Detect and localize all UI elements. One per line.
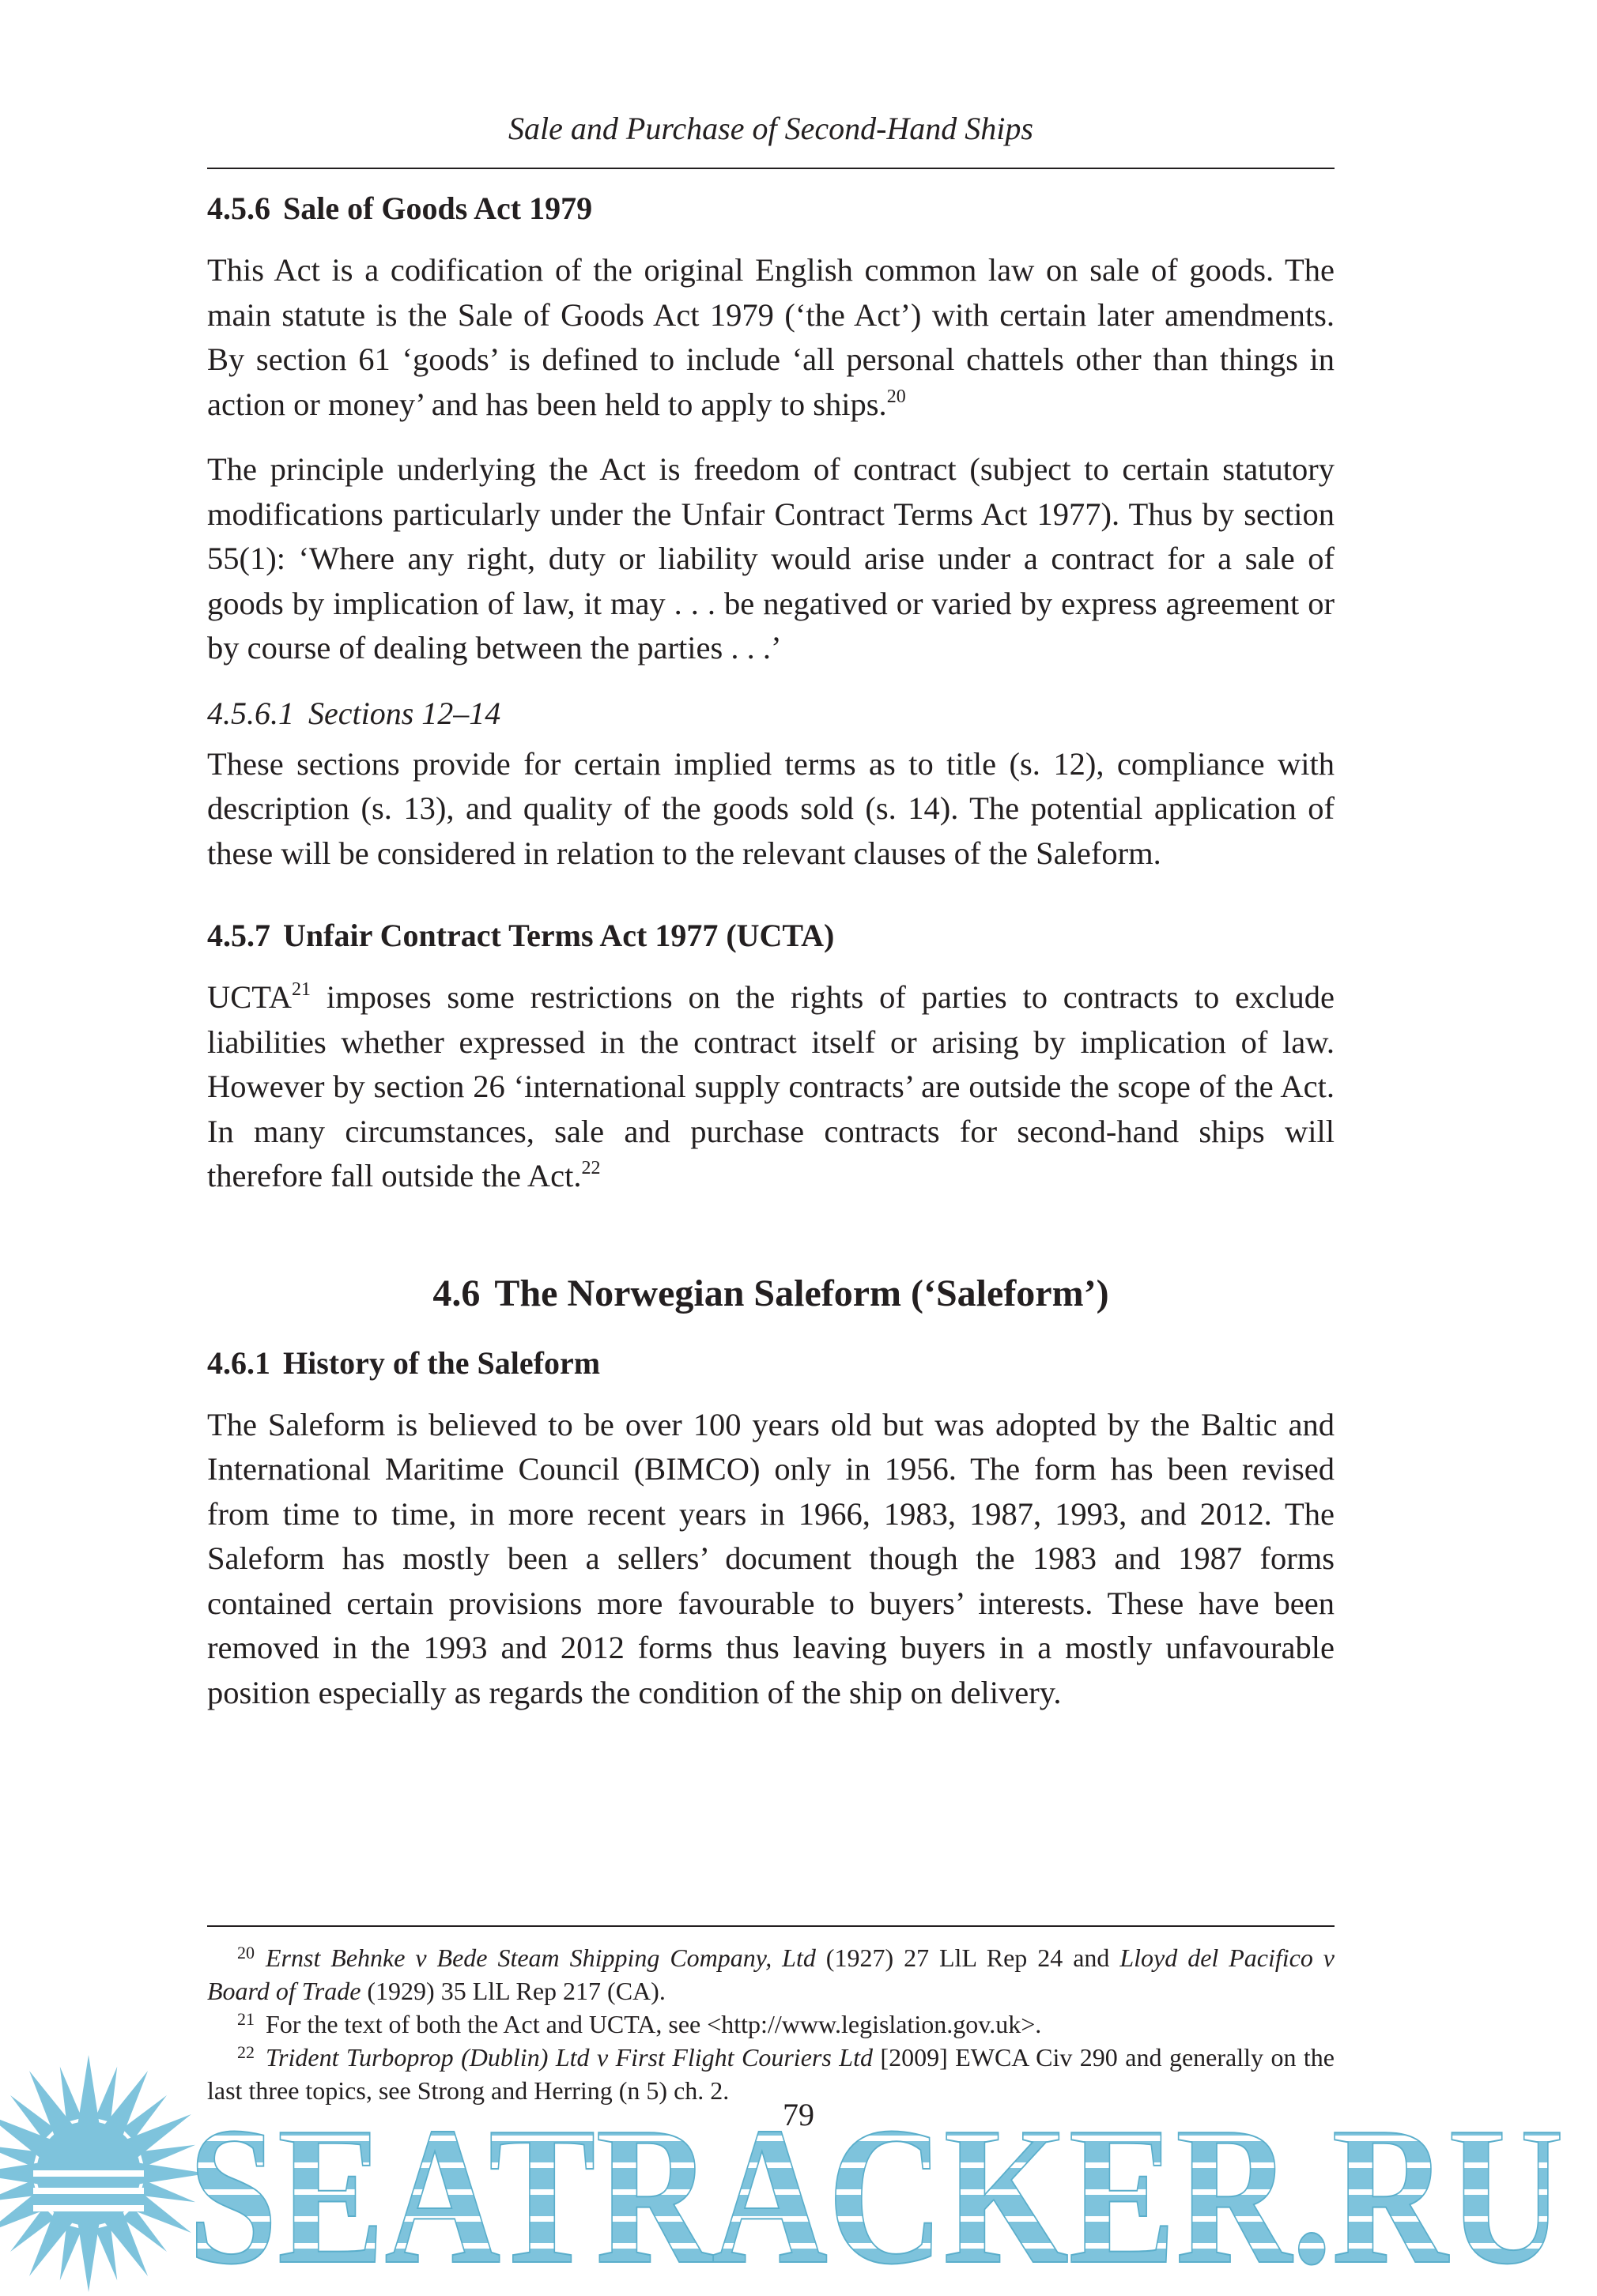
case-name: Trident Turboprop (Dublin) Ltd v First Flight Couriers Ltd (266, 2043, 873, 2072)
paragraph-text: This Act is a codification of the original English common law on sale of goods. The main statute is the Sale of Goods Act 1979 (‘the Act’) with certain later amendments. By section 61 ‘goods’ is defined to include ‘all personal chattels other than things in action or money’ and has been held to apply to ships. (207, 252, 1335, 422)
subsection-title: Sections 12–14 (308, 695, 501, 731)
section-heading-4-5-6 (207, 187, 1335, 231)
main-text (207, 187, 1335, 1736)
section-number: 4.6 (432, 1272, 481, 1314)
footnote-rule (207, 1925, 1335, 1927)
footnote-text: For the text of both the Act and UCTA, see <http://www.legislation.gov.uk>. (266, 2010, 1042, 2038)
header-rule (207, 168, 1335, 169)
paragraph (207, 248, 1335, 427)
paragraph-text: UCTA (207, 979, 293, 1015)
case-name: Ernst Behnke v Bede Steam Shipping Company, Ltd (266, 1943, 816, 1972)
section-heading-4-6-1 (207, 1341, 1335, 1386)
page-number: 79 (783, 2097, 814, 2132)
subsection-number: 4.5.6.1 (207, 695, 294, 731)
footnote-mark: 22 (237, 2042, 255, 2062)
footnote-mark: 20 (237, 1943, 255, 1962)
section-title: Sale of Goods Act 1979 (283, 190, 593, 226)
paragraph: These sections provide for certain implied terms as to title (s. 12), compliance with description (s. 13), and quality of the goods sold (s. 14). The potential application of these will be considered in relation to the relevant clauses of the Saleform. (207, 745, 1335, 871)
citation: (1929) 35 LlL Rep 217 (CA). (361, 1977, 666, 2005)
subsection-heading-4-5-6-1 (207, 692, 1335, 736)
footnote-text: [2009] EWCA Civ 290 and generally on the last three topics, see Strong and Herring (n 5) ch. 2. (207, 2043, 1335, 2105)
section-title: Unfair Contract Terms Act 1977 (UCTA) (283, 918, 835, 953)
watermark-text: SEATRACKER.RU (188, 2087, 1564, 2296)
footnote-mark: 21 (237, 2009, 255, 2029)
section-title: The Norwegian Saleform (‘Saleform’) (494, 1272, 1109, 1314)
section-number: 4.5.6 (207, 190, 270, 226)
paragraph: The principle underlying the Act is freedom of contract (subject to certain statutory modifications particularly under the Unfair Contract Terms Act 1977). Thus by section 55(1): ‘Where any right, duty or liability would arise under a contract for a sale of goods by implication of law, it may . . . be negatived or varied by express agreement or by course of dealing between the parties . . .’ (207, 451, 1335, 665)
footnote-ref-21[interactable]: 21 (292, 979, 311, 1000)
footnote-21 (207, 2008, 1335, 2041)
paragraph: The Saleform is believed to be over 100 years old but was adopted by the Baltic and International Maritime Council (BIMCO) only in 1956. The form has been revised from time to time, in more recent years in 1966, 1983, 1987, 1993, and 2012. The Saleform has mostly been a sellers’ document though the 1983 and 1987 forms contained certain provisions more favourable to buyers’ interests. These have been removed in the 1993 and 2012 forms thus leaving buyers in a mostly unfavourable position especially as regards the condition of the ship on delivery. (207, 1406, 1335, 1710)
section-heading-4-5-7 (207, 914, 1335, 958)
citation: (1927) 27 LlL Rep 24 and (815, 1943, 1120, 1972)
footnote-20 (207, 1941, 1335, 2008)
section-title: History of the Saleform (283, 1344, 601, 1381)
footnote-ref-22[interactable]: 22 (581, 1158, 601, 1178)
section-number: 4.5.7 (207, 918, 270, 953)
watermark (0, 2055, 1597, 2296)
footnote-ref-20[interactable]: 20 (886, 386, 906, 407)
paragraph-text: imposes some restrictions on the rights of parties to contracts to exclude liabilities whether expressed in the contract itself or arising by implication of law. However by section 26 ‘international supply contracts’ are outside the scope of the Act. In many circumstances, sale and purchase contracts for second-hand ships will therefore fall outside the Act. (207, 979, 1335, 1193)
paragraph (207, 975, 1335, 1199)
case-name: Lloyd del Pacifico v Board of Trade (207, 1943, 1335, 2005)
section-number: 4.6.1 (207, 1344, 270, 1381)
running-head: Sale and Purchase of Second-Hand Ships (508, 111, 1033, 146)
chapter-section-heading-4-6 (207, 1270, 1335, 1318)
sun-logo-icon (0, 2055, 207, 2292)
